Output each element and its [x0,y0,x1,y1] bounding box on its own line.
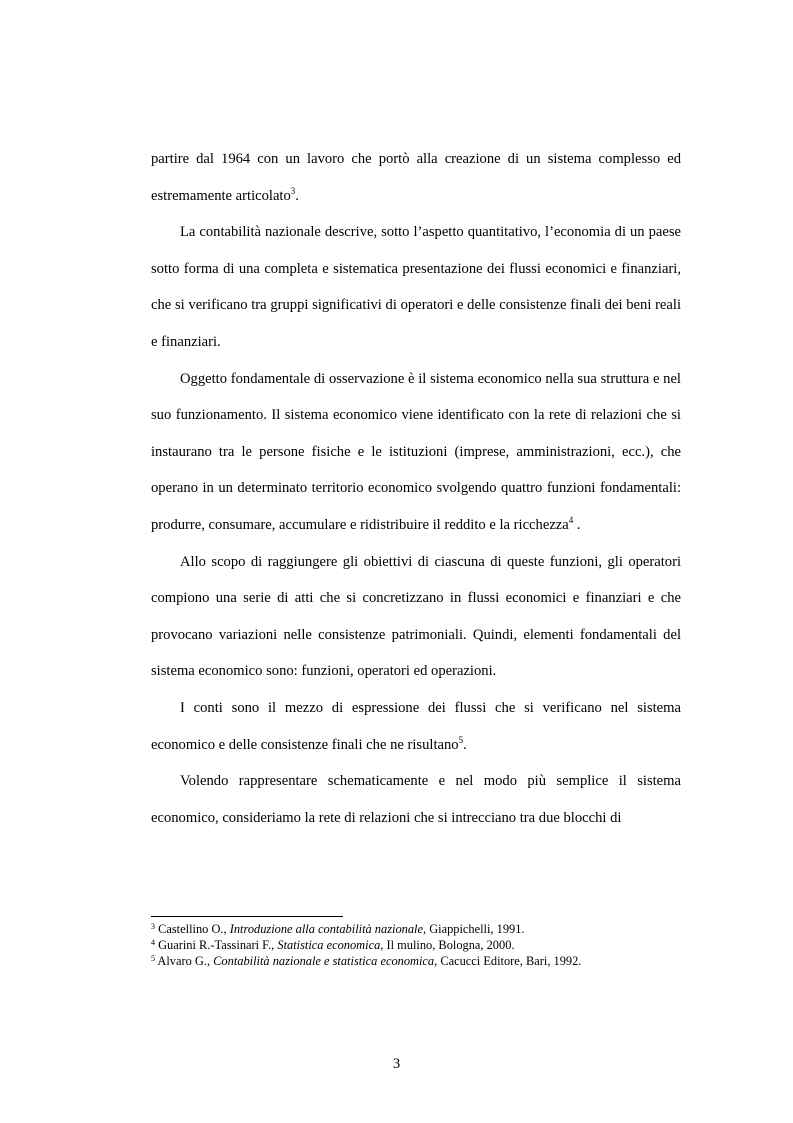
footnote-4: $^4$ Guarini R.-Tassinari F., Statistica economica, Il mulino, Bologna, 2000. [151,938,515,952]
paragraph-6: Volendo rappresentare schematicamente e nel modo più semplice il sistema economico, consideriamo la rete di relazioni che si intrecciano tra due blocchi di [151,773,681,826]
paragraph-1: partire dal 1964 con un lavoro che portò alla creazione di un sistema complesso ed estremamente articolato$^3$. [151,151,681,204]
page-number: 3 [392,1056,401,1072]
paragraph-4: Allo scopo di raggiungere gli obiettivi di ciascuna di queste funzioni, gli operatori compiono una serie di atti che si concretizzano in flussi economici e finanziari e che provocano variazioni nelle consistenze patrimoniali. Quindi, elementi fondamentali del sistema economico sono: funzioni, operatori ed operazioni. [151,553,681,680]
paragraph-5: I conti sono il mezzo di espressione dei flussi che si verificano nel sistema economico e delle consistenze finali che ne risultano$^5$. [151,699,681,753]
footnote-3: $^3$ Castellino O., Introduzione alla contabilità nazionale, Giappichelli, 1991. [151,922,525,936]
footnote-separator [151,916,343,917]
footnote-5: $^5$ Alvaro G., Contabilità nazionale e statistica economica, Cacucci Editore, Bari, 1992. [151,954,582,968]
paragraph-2: La contabilità nazionale descrive, sotto l’aspetto quantitativo, l’economia di un paese sotto forma di una completa e sistematica presentazione dei flussi economici e finanziari, che si verificano tra gruppi significativi di operatori e delle consistenze finali dei beni reali e finanziari. [151,224,681,350]
body-text [151,141,681,836]
footnotes [151,921,711,969]
paragraph-3: Oggetto fondamentale di osservazione è il sistema economico nella sua struttura e nel suo funzionamento. Il sistema economico viene identificato con la rete di relazioni che si instaurano tra le persone fisiche e le istituzioni (imprese, amministrazioni, ecc.), che operano in un determinato territorio economico svolgendo quattro funzioni fondamentali: produrre, consumare, accumulare e ridistribuire il reddito e la ricchezza$^4$ . [151,370,681,533]
